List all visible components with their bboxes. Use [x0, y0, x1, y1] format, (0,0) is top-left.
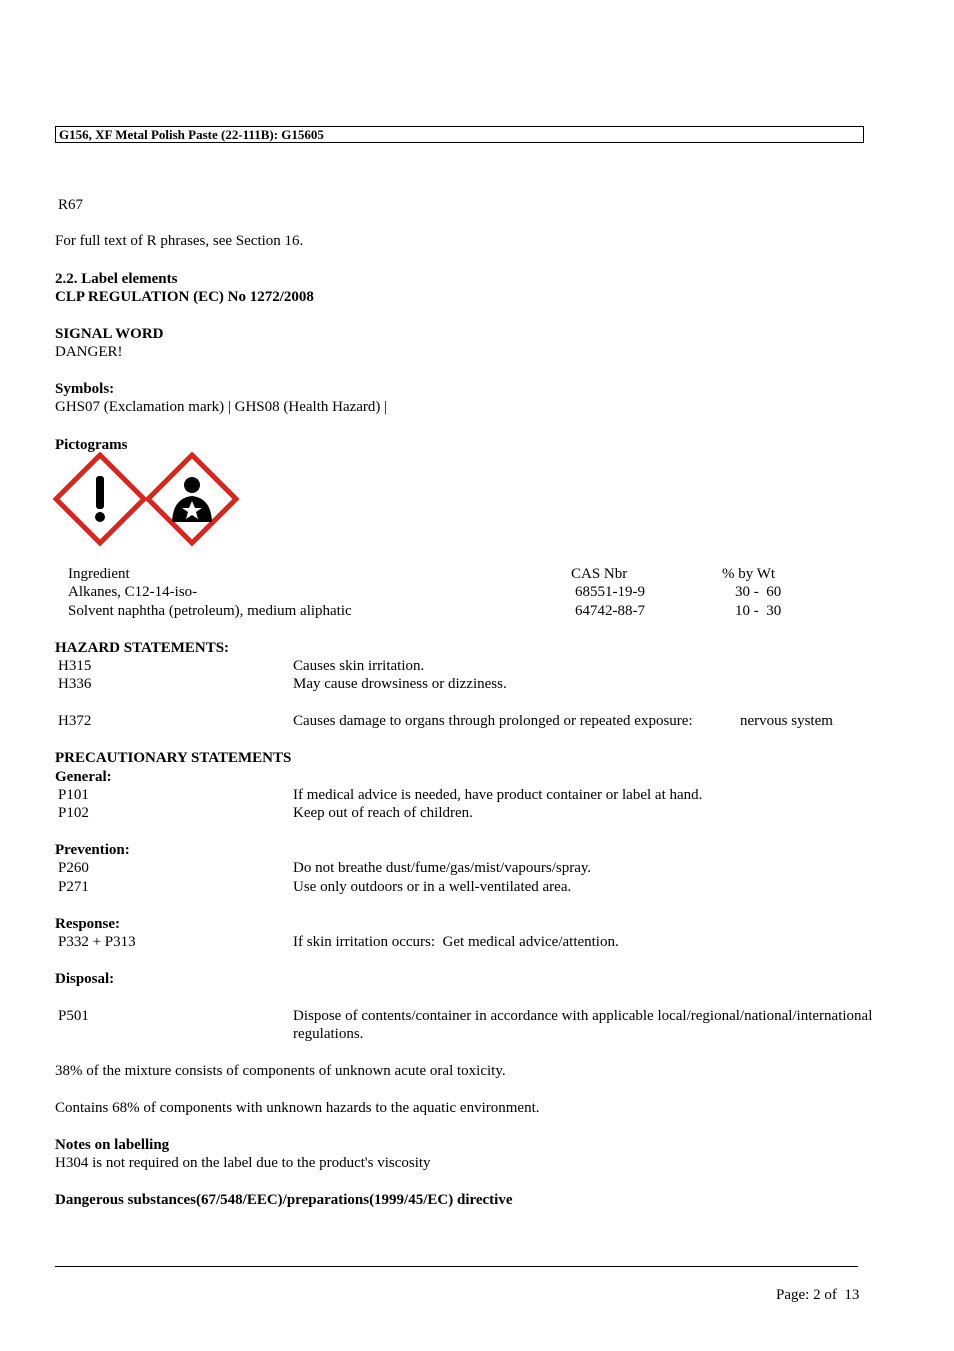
ingredient-name: Solvent naphtha (petroleum), medium aliphatic [68, 603, 352, 619]
oral-toxicity-note: 38% of the mixture consists of components of unknown acute oral toxicity. [55, 1063, 506, 1079]
hazard-text: May cause drowsiness or dizziness. [293, 676, 507, 692]
signal-word-heading: SIGNAL WORD [55, 326, 164, 342]
hazard-code: H372 [58, 713, 92, 729]
precaution-code: P332 + P313 [58, 934, 136, 950]
r-phrase: R67 [58, 197, 84, 213]
ingredient-wt: 30 - 60 [735, 584, 782, 600]
prevention-heading: Prevention: [55, 842, 130, 858]
health-hazard-icon [148, 455, 236, 543]
hazard-code: H315 [58, 658, 92, 674]
regulation-heading: CLP REGULATION (EC) No 1272/2008 [55, 289, 314, 305]
footer-divider [55, 1266, 858, 1267]
pictograms-heading: Pictograms [55, 437, 128, 453]
document-header [55, 126, 864, 143]
ingredients-header-wt: % by Wt [722, 566, 776, 582]
precaution-code: P501 [58, 1008, 89, 1024]
directive-heading: Dangerous substances(67/548/EEC)/preparations(1999/45/EC) directive [55, 1192, 513, 1208]
hazard-statements-heading: HAZARD STATEMENTS: [55, 640, 230, 656]
general-heading: General: [55, 769, 112, 785]
section-heading-label-elements: 2.2. Label elements [55, 271, 178, 287]
precaution-text: Dispose of contents/container in accordance with applicable local/regional/national/international regulations. [293, 1008, 873, 1042]
ingredient-cas: 64742-88-7 [575, 603, 645, 619]
precaution-text: Keep out of reach of children. [293, 805, 473, 821]
document-title: G156, XF Metal Polish Paste (22-111B): G15605 [59, 127, 324, 142]
precaution-code: P271 [58, 879, 89, 895]
hazard-target-organ: nervous system [740, 713, 833, 729]
precaution-text: Do not breathe dust/fume/gas/mist/vapours/spray. [293, 860, 592, 876]
ingredients-header-name: Ingredient [68, 566, 130, 582]
ingredient-name: Alkanes, C12-14-iso- [68, 584, 198, 600]
aquatic-note: Contains 68% of components with unknown hazards to the aquatic environment. [55, 1100, 540, 1116]
ingredient-cas: 68551-19-9 [575, 584, 645, 600]
precaution-text: Use only outdoors or in a well-ventilated area. [293, 879, 572, 895]
response-heading: Response: [55, 916, 121, 932]
precaution-text: If skin irritation occurs: Get medical advice/attention. [293, 934, 619, 950]
signal-word-value: DANGER! [55, 344, 123, 360]
symbols-heading: Symbols: [55, 381, 115, 397]
exclamation-mark-icon [56, 455, 144, 543]
page-number: Page: 2 of 13 [776, 1287, 860, 1303]
hazard-code: H336 [58, 676, 92, 692]
precautionary-heading: PRECAUTIONARY STATEMENTS [55, 750, 292, 766]
symbols-value: GHS07 (Exclamation mark) | GHS08 (Health Hazard) | [55, 399, 388, 415]
pictograms-row [53, 452, 243, 548]
precaution-code: P260 [58, 860, 89, 876]
precaution-code: P101 [58, 787, 89, 803]
labelling-notes-heading: Notes on labelling [55, 1137, 170, 1153]
hazard-text: Causes skin irritation. [293, 658, 425, 674]
precaution-text: If medical advice is needed, have product container or label at hand. [293, 787, 703, 803]
ingredients-header-cas: CAS Nbr [571, 566, 628, 582]
r-phrase-note: For full text of R phrases, see Section 16. [55, 233, 304, 249]
ingredient-wt: 10 - 30 [735, 603, 782, 619]
labelling-notes-text: H304 is not required on the label due to the product's viscosity [55, 1155, 431, 1171]
precaution-code: P102 [58, 805, 89, 821]
disposal-heading: Disposal: [55, 971, 115, 987]
hazard-text: Causes damage to organs through prolonged or repeated exposure: [293, 713, 693, 729]
